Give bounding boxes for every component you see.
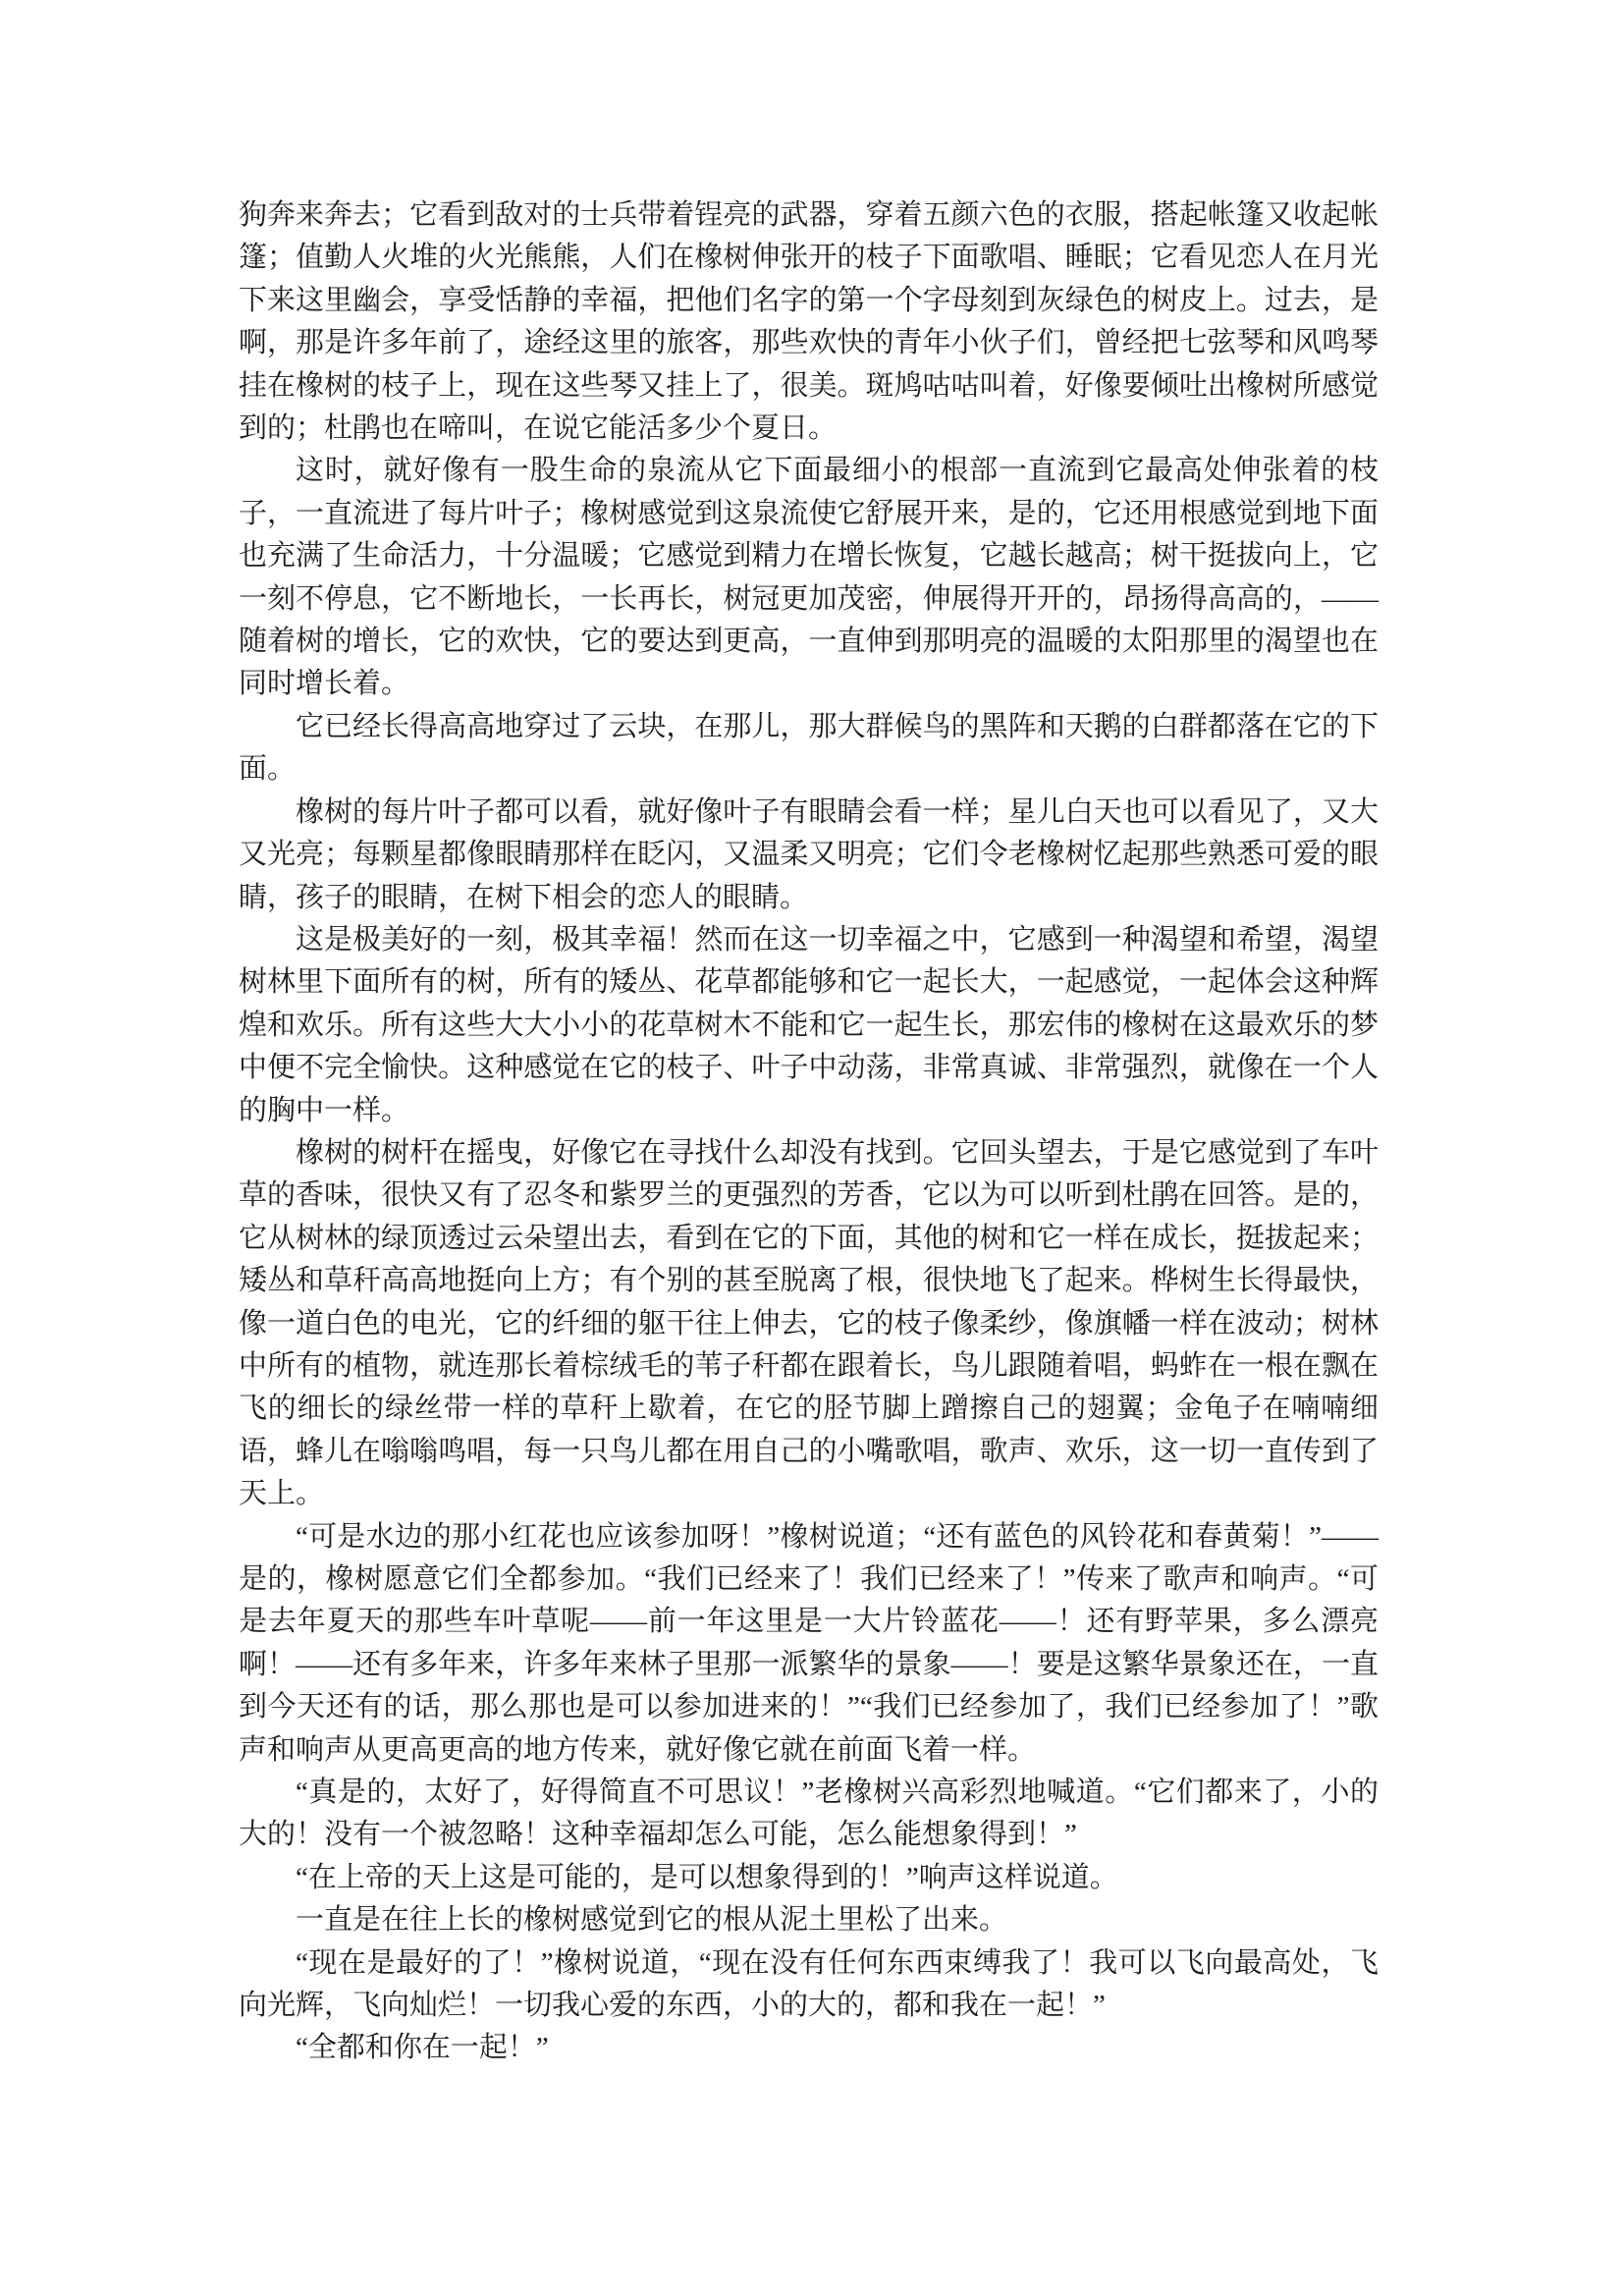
- text-block: [239, 194, 1379, 2070]
- paragraph: “现在是最好的了！”橡树说道，“现在没有任何东西束缚我了！我可以飞向最高处，飞向光辉，飞向灿烂！一切我心爱的东西，小的大的，都和我在一起！”: [239, 1946, 1379, 2022]
- paragraph: 橡树的树杆在摇曳，好像它在寻找什么却没有找到。它回头望去，于是它感觉到了车叶草的香味，很快又有了忍冬和紫罗兰的更强烈的芳香，它以为可以听到杜鹃在回答。是的，它从树林的绿顶透过云朵望出去，看到在它的下面，其他的树和它一样在成长，挺拔起来；矮丛和草秆高高地挺向上方；有个别的甚至脱离了根，很快地飞了起来。桦树生长得最快，像一道白色的电光，它的纤细的躯干往上伸去，它的枝子像柔纱，像旗幡一样在波动；树林中所有的植物，就连那长着棕绒毛的苇子秆都在跟着长，鸟儿跟随着唱，蚂蚱在一根在飘在飞的细长的绿丝带一样的草秆上歇着，在它的胫节脚上蹭擦自己的翅翼；金龟子在喃喃细语，蜂儿在嗡嗡鸣唱，每一只鸟儿都在用自己的小嘴歌唱，歌声、欢乐，这一切一直传到了天上。: [239, 1136, 1379, 1510]
- paragraph: 橡树的每片叶子都可以看，就好像叶子有眼睛会看一样；星儿白天也可以看见了，又大又光亮；每颗星都像眼睛那样在眨闪，又温柔又明亮；它们令老橡树忆起那些熟悉可爱的眼睛，孩子的眼睛，在树下相会的恋人的眼睛。: [239, 795, 1379, 913]
- paragraph: “全都和你在一起！”: [296, 2032, 549, 2064]
- paragraph: 它已经长得高高地穿过了云块，在那儿，那大群候鸟的黑阵和天鹅的白群都落在它的下面。: [239, 710, 1379, 786]
- paragraph: 一直是在往上长的橡树感觉到它的根从泥土里松了出来。: [296, 1904, 1008, 1937]
- paragraph: “在上帝的天上这是可能的，是可以想象得到的！”响声这样说道。: [296, 1861, 1118, 1893]
- paragraph: 狗奔来奔去；它看到敌对的士兵带着锃亮的武器，穿着五颜六色的衣服，搭起帐篷又收起帐篷；值勤人火堆的火光熊熊，人们在橡树伸张开的枝子下面歌唱、睡眠；它看见恋人在月光下来这里幽会，享受恬静的幸福，把他们名字的第一个字母刻到灰绿色的树皮上。过去，是啊，那是许多年前了，途经这里的旅客，那些欢快的青年小伙子们，曾经把七弦琴和风鸣琴挂在橡树的枝子上，现在这些琴又挂上了，很美。斑鸠咕咕叫着，好像要倾吐出橡树所感觉到的；杜鹃也在啼叫，在说它能活多少个夏日。: [239, 199, 1379, 445]
- paragraph: 这是极美好的一刻，极其幸福！然而在这一切幸福之中，它感到一种渴望和希望，渴望树林里下面所有的树，所有的矮丛、花草都能够和它一起长大，一起感觉，一起体会这种辉煌和欢乐。所有这些大大小小的花草树木不能和它一起生长，那宏伟的橡树在这最欢乐的梦中便不完全愉快。这种感觉在它的枝子、叶子中动荡，非常真诚、非常强烈，就像在一个人的胸中一样。: [239, 923, 1379, 1126]
- paragraph: “真是的，太好了，好得简直不可思议！”老橡树兴高彩烈地喊道。“它们都来了，小的大的！没有一个被忽略！这种幸福却怎么可能，怎么能想象得到！”: [239, 1777, 1379, 1851]
- paragraph: “可是水边的那小红花也应该参加呀！”橡树说道；“还有蓝色的风铃花和春黄菊！”——是的，橡树愿意它们全都参加。“我们已经来了！我们已经来了！”传来了歌声和响声。“可是去年夏天的那些车叶草呢——前一年这里是一大片铃蓝花——！还有野苹果，多么漂亮啊！——还有多年来，许多年来林子里那一派繁华的景象——！要是这繁华景象还在，一直到今天还有的话，那么那也是可以参加进来的！”“我们已经参加了，我们已经参加了！”歌声和响声从更高更高的地方传来，就好像它就在前面飞着一样。: [239, 1520, 1379, 1766]
- paragraph: 这时，就好像有一股生命的泉流从它下面最细小的根部一直流到它最高处伸张着的枝子，一直流进了每片叶子；橡树感觉到这泉流使它舒展开来，是的，它还用根感觉到地下面也充满了生命活力，十分温暖；它感觉到精力在增长恢复，它越长越高；树干挺拔向上，它一刻不停息，它不断地长，一长再长，树冠更加茂密，伸展得开开的，昂扬得高高的，——随着树的增长，它的欢快，它的要达到更高，一直伸到那明亮的温暖的太阳那里的渴望也在同时增长着。: [239, 455, 1379, 700]
